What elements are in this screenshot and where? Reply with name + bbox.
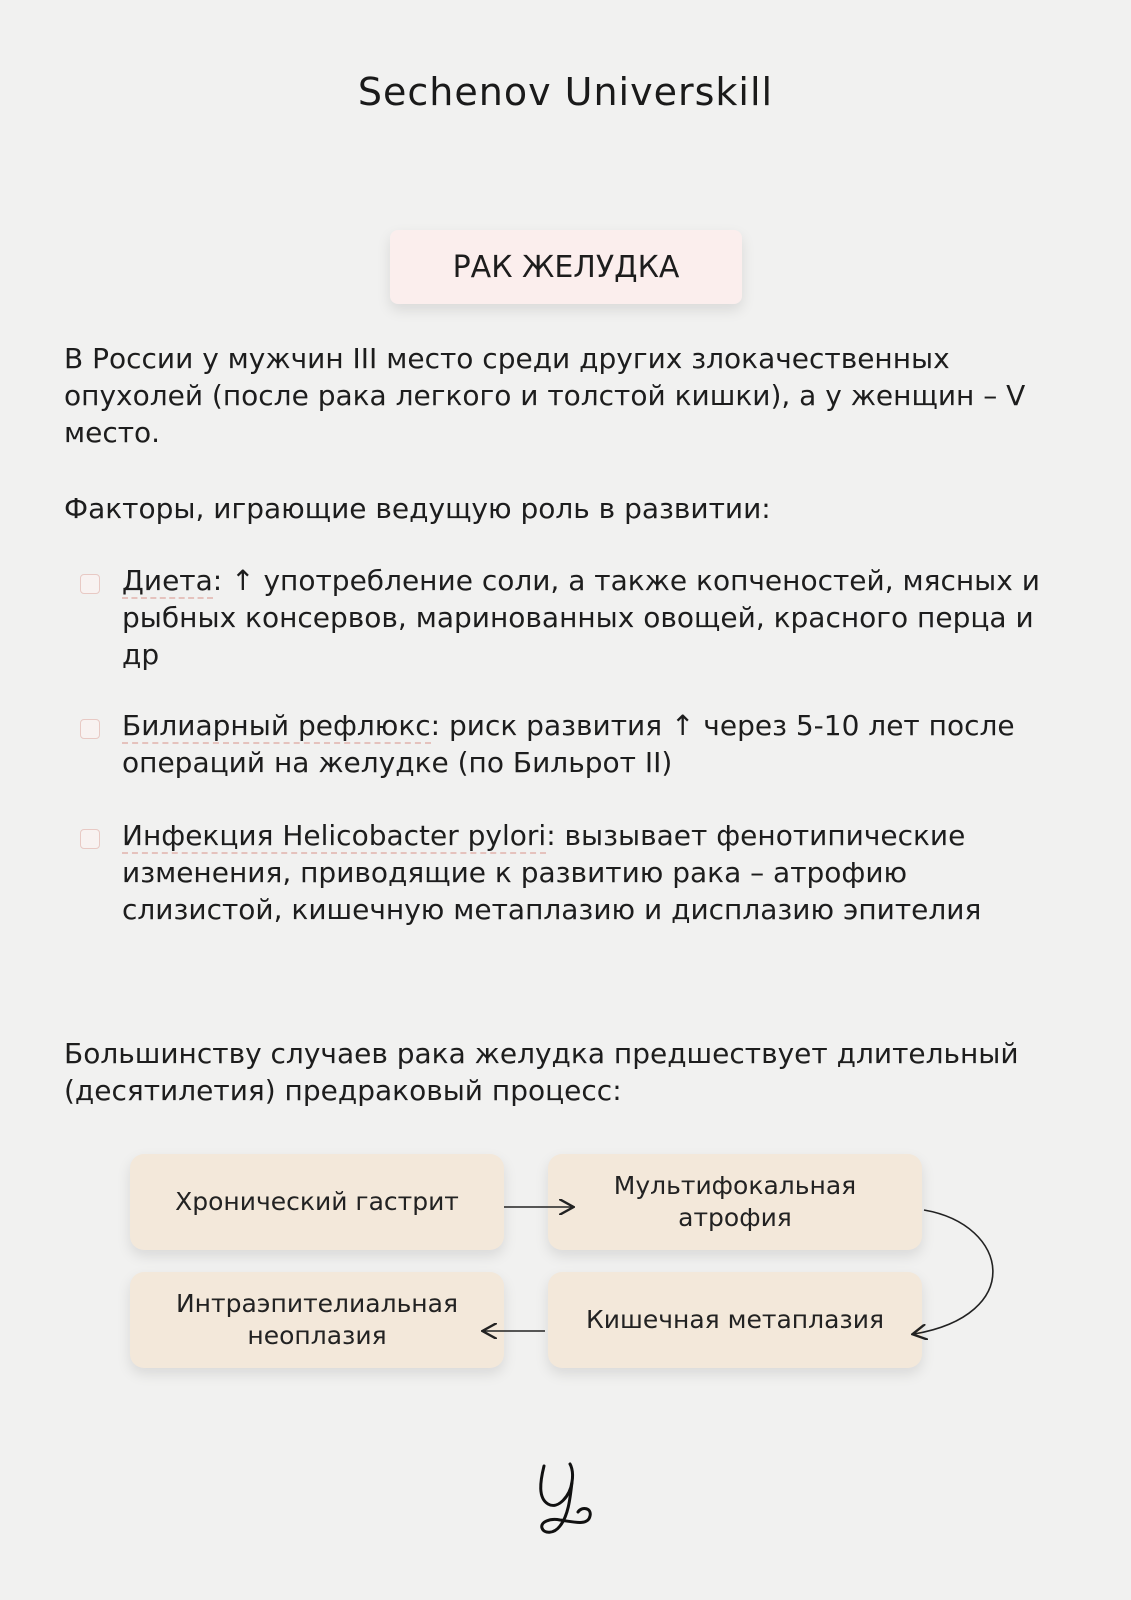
factor-text: [122, 707, 1072, 781]
factor-description: : вызывает фенотипические изменения, приводящие к развитию рака – атрофию слизистой, кишечную метаплазию и дисплазию эпителия: [122, 819, 982, 926]
flow-step-chronic-gastritis: [130, 1154, 504, 1250]
flow-step-label: Интраэпителиальная неоплазия: [175, 1289, 459, 1350]
topic-badge: [390, 230, 742, 304]
flow-step-label: Кишечная метаплазия: [585, 1305, 885, 1334]
factor-text: [122, 562, 1072, 673]
factor-description: : ↑ употребление соли, а также копченостей, мясных и рыбных консервов, маринованных овощей, красного перца и др: [122, 564, 1040, 671]
factor-text: [122, 817, 1072, 928]
factor-term: Билиарный рефлюкс: [122, 709, 431, 742]
intro-paragraph: В России у мужчин III место среди других злокачественных опухолей (после рака легкого и толстой кишки), а у женщин – V место.: [64, 342, 1026, 449]
process-heading: Большинству случаев рака желудка предшествует длительный (десятилетия) предраковый процесс:: [64, 1037, 1019, 1107]
factor-term: Диета: [122, 564, 213, 597]
arrow-curve-icon: [914, 1210, 993, 1334]
us-monogram-logo: [530, 1460, 602, 1540]
checkbox-icon: [80, 719, 100, 739]
topic-title: РАК ЖЕЛУДКА: [452, 249, 680, 285]
header-title: Sechenov Universkill: [357, 70, 774, 114]
checkbox-icon: [80, 574, 100, 594]
checkbox-icon: [80, 829, 100, 849]
flow-step-label: Мультифокальная атрофия: [613, 1171, 857, 1232]
factor-term: Инфекция Helicobacter pylori: [122, 819, 547, 852]
flow-step-intraepithelial-neoplasia: [130, 1272, 504, 1368]
factor-description: : риск развития ↑ через 5-10 лет после операций на желудке (по Бильрот II): [122, 709, 1015, 779]
flow-step-label: Хронический гастрит: [175, 1187, 459, 1216]
factors-heading: Факторы, играющие ведущую роль в развитии:: [64, 492, 771, 525]
flow-step-intestinal-metaplasia: [548, 1272, 922, 1368]
flow-step-multifocal-atrophy: [548, 1154, 922, 1250]
